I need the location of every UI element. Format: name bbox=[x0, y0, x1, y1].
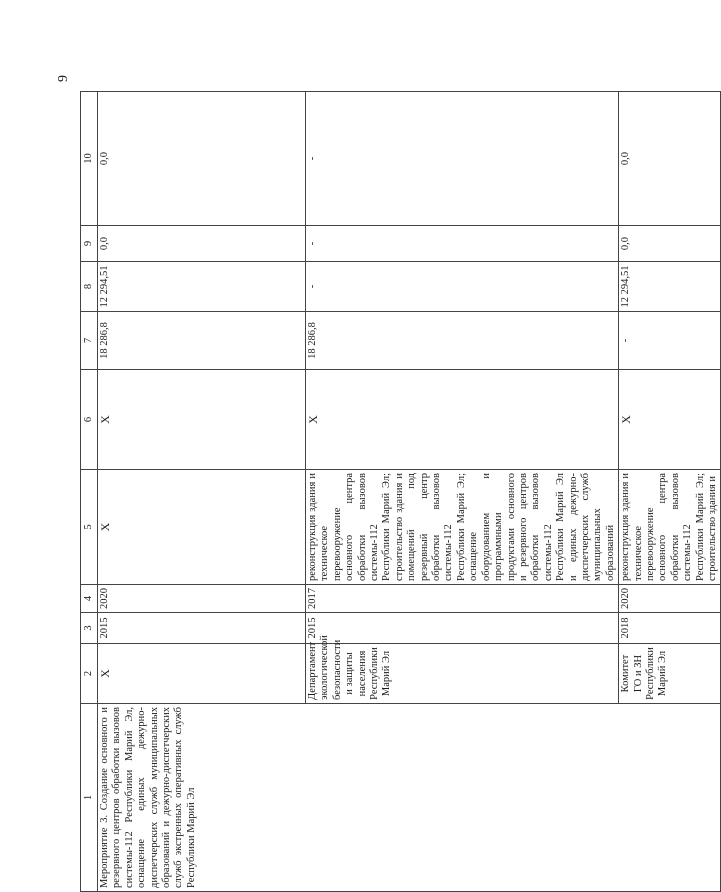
table-row bbox=[98, 92, 306, 892]
col-header: 6 bbox=[81, 370, 98, 470]
col-header: 7 bbox=[81, 312, 98, 370]
column-number-row bbox=[81, 92, 98, 892]
table-cell: - bbox=[306, 262, 619, 312]
table-cell: 18 286,8 bbox=[98, 312, 306, 370]
table-cell: 12 294,51 bbox=[619, 262, 721, 312]
table-cell: X bbox=[619, 370, 721, 470]
table-cell: 2017 bbox=[306, 585, 619, 613]
executor-cell: Департамент экологической безопасности и защиты населения Республики Марий Эл bbox=[306, 644, 619, 704]
table-cell: 2015 bbox=[306, 613, 619, 644]
activity-description-cell: Мероприятие 3. Создание основного и резервного центров обработки вызовов системы-112 Республики Марий Эл, оснащение единых дежурно-диспетчерских служб муниципальных образований и дежурно-диспетчерских служб экстренных оперативных служб Республики Марий Эл bbox=[98, 704, 721, 892]
table-cell: 2018 bbox=[619, 613, 721, 644]
table-cell: 2015 bbox=[98, 613, 306, 644]
col-header: 5 bbox=[81, 470, 98, 585]
col-header: 9 bbox=[81, 226, 98, 262]
table-cell: X bbox=[306, 370, 619, 470]
table-cell: - bbox=[619, 312, 721, 370]
table-cell: X bbox=[98, 470, 306, 585]
table-cell: 2020 bbox=[98, 585, 306, 613]
result-description-cell: реконструкция здания и техническое перевооружение основного центра обработки вызовов системы-112 Республики Марий Эл; строительство здания и помещений под резервный центр обработки вызовов системы-112 Республики Марий Эл; оснащение оборудованием и программными продуктами основного и резервного центров обработки вызовов системы-112 Республики Марий Эл и единых дежурно-диспетчерских служб муниципальных образований bbox=[306, 470, 619, 585]
table-cell: 0,0 bbox=[619, 92, 721, 226]
table-cell: X bbox=[98, 644, 306, 704]
result-description-cell: реконструкция здания и техническое перевооружение основного центра обработки вызовов системы-112 Республики Марий Эл; строительство здания и bbox=[619, 470, 721, 585]
table-cell: 2020 bbox=[619, 585, 721, 613]
table-cell: X bbox=[98, 370, 306, 470]
table-cell: 18 286,8 bbox=[306, 312, 619, 370]
col-header: 10 bbox=[81, 92, 98, 226]
table-cell: - bbox=[306, 226, 619, 262]
col-header: 2 bbox=[81, 644, 98, 704]
table-cell: 0,0 bbox=[98, 92, 306, 226]
col-header: 1 bbox=[81, 704, 98, 892]
table-cell: 0,0 bbox=[98, 226, 306, 262]
program-activities-table bbox=[80, 91, 721, 892]
table-cell: - bbox=[306, 92, 619, 226]
col-header: 4 bbox=[81, 585, 98, 613]
table-cell: 0,0 bbox=[619, 226, 721, 262]
col-header: 3 bbox=[81, 613, 98, 644]
page-number: 9 bbox=[56, 75, 71, 82]
table-cell: 12 294,51 bbox=[98, 262, 306, 312]
col-header: 8 bbox=[81, 262, 98, 312]
executor-cell: Комитет ГО и ЗН Республики Марий Эл bbox=[619, 644, 721, 704]
rotated-document-page bbox=[56, 72, 718, 892]
